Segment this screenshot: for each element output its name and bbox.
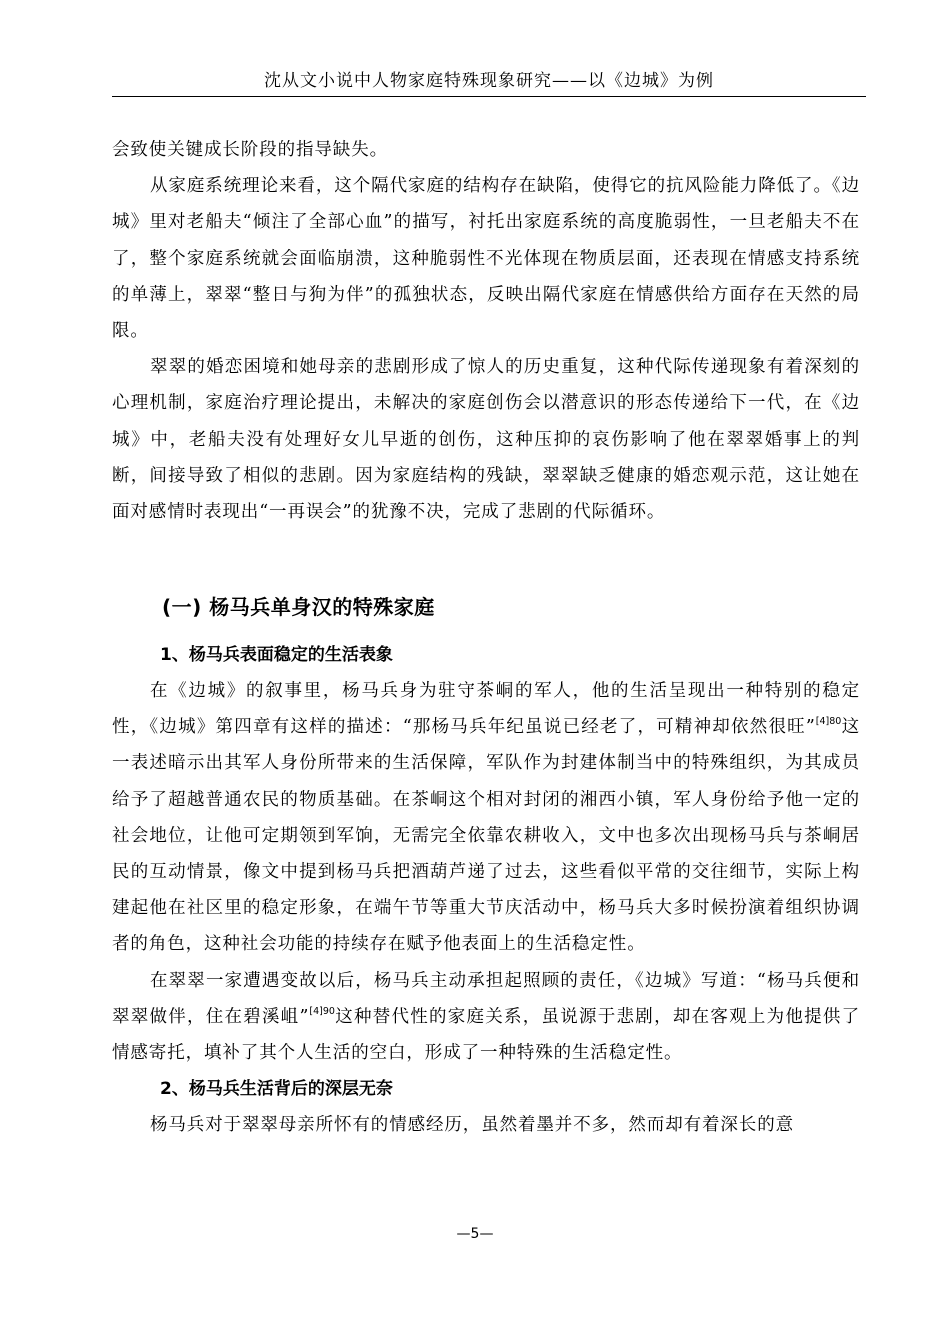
paragraph-intergenerational: 翠翠的婚恋困境和她母亲的悲剧形成了惊人的历史重复，这种代际传递现象有着深刻的心理机制，家庭治疗理论提出，未解决的家庭创伤会以潜意识的形态传递给下一代，在《边城》中，老船夫没有处理好女儿早逝的创伤，这种压抑的哀伤影响了他在翠翠婚事上的判断，间接导致了相似的悲剧。因为家庭结构的残缺，翠翠缺乏健康的婚恋观示范，这让她在面对感情时表现出“一再误会”的犹豫不决，完成了悲剧的代际循环。	[112, 357, 860, 523]
paragraph-deep-helplessness: 杨马兵对于翠翠母亲所怀有的情感经历，虽然着墨并不多，然而却有着深长的意	[150, 1115, 794, 1136]
paragraph-text: 在《边城》的叙事里，杨马兵身为驻守茶峒的军人，他的生活呈现出一种特别的稳定性，《边城》第四章有这样的描述：“那杨马兵年纪虽说已经老了，可精神却依然很旺”	[112, 681, 860, 738]
paragraph-continuation: 会致使关键成长阶段的指导缺失。	[112, 140, 388, 160]
subsection-heading-1: 1、杨马兵表面稳定的生活表象	[160, 645, 393, 665]
section-body	[112, 637, 860, 1143]
page-number: —5—	[456, 1226, 494, 1242]
running-header: 沈从文小说中人物家庭特殊现象研究——以《边城》为例	[264, 71, 714, 91]
subsection-heading-2: 2、杨马兵生活背后的深层无奈	[160, 1079, 393, 1100]
paragraph-text: 这一表述暗示出其军人身份所带来的生活保障，军队作为封建体制当中的特殊组织，为其成员给予了超越普通农民的物质基础。在茶峒这个相对封闭的湘西小镇，军人身份给予他一定的社会地位，让他可定期领到军饷，无需完全依靠农耕收入，文中也多次出现杨马兵与茶峒居民的互动情景，像文中提到杨马兵把酒葫芦递了过去，这些看似平常的交往细节，实际上构建起他在社区里的稳定形象，在端午节等重大节庆活动中，杨马兵大多时候扮演着组织协调者的角色，这种社会功能的持续存在赋予他表面上的生活稳定性。	[112, 717, 860, 955]
paragraph-text: 在翠翠一家遭遇变故以后，杨马兵主动承担起照顾的责任，《边城》写道：“杨马兵便和翠翠做伴，住在碧溪岨”	[112, 970, 860, 1027]
citation: [4]80	[815, 716, 842, 728]
paragraph-family-system: 从家庭系统理论来看，这个隔代家庭的结构存在缺陷，使得它的抗风险能力降低了。《边城》里对老船夫“倾注了全部心血”的描写，衬托出家庭系统的高度脆弱性，一旦老船夫不在了，整个家庭系统就会面临崩溃，这种脆弱性不光体现在物质层面，还表现在情感支持系统的单薄上，翠翠“整日与狗为伴”的孤独状态，反映出隔代家庭在情感供给方面存在天然的局限。	[112, 176, 860, 342]
paragraph-caretaker	[112, 963, 860, 1072]
citation: [4]90	[309, 1005, 335, 1017]
paragraph-stable-life	[112, 673, 860, 963]
body-text	[112, 132, 860, 530]
header-rule	[112, 96, 866, 97]
section-heading: (一) 杨马兵单身汉的特殊家庭	[162, 595, 435, 619]
paragraph-text: 这种替代性的家庭关系，虽说源于悲剧，却在客观上为他提供了情感寄托，填补了其个人生活的空白，形成了一种特殊的生活稳定性。	[112, 1006, 860, 1064]
